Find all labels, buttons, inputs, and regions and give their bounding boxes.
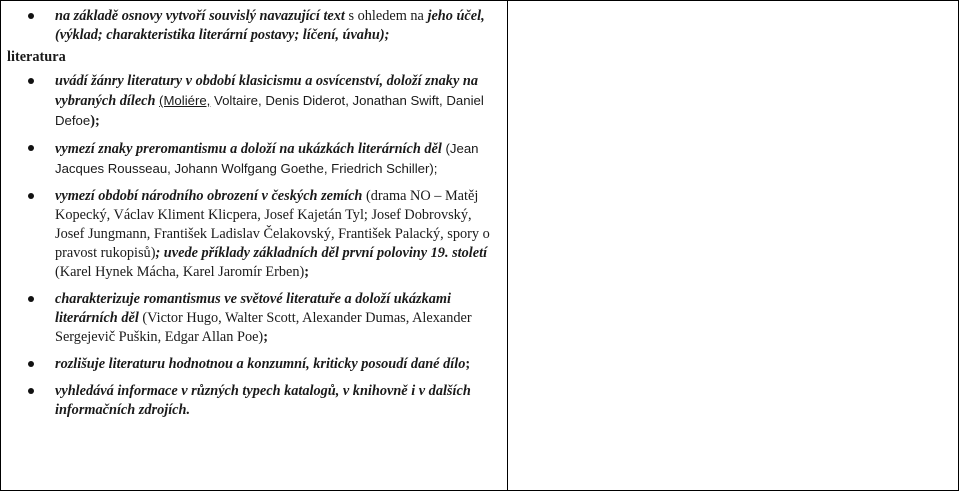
- item-emphasis: rozlišuje literaturu hodnotnou a konzumní, kriticky posoudí dané dílo: [55, 356, 466, 372]
- bullet-icon: [28, 78, 34, 84]
- section-label: literatura: [7, 49, 66, 65]
- item-close: ;: [304, 264, 310, 280]
- item-authors: Voltaire, Denis Diderot, Jonathan Swift, Daniel Defoe: [55, 93, 484, 128]
- item-authors: (Victor Hugo, Walter Scott, Alexander Dumas, Alexander Sergejevič Puškin, Edgar Allan Poe): [55, 310, 472, 345]
- bullet-icon: [28, 193, 34, 199]
- cell-content: [1, 1, 507, 420]
- list-item: [1, 382, 501, 420]
- item-authors: (Jean Jacques Rousseau, Johann Wolfgang Goethe, Friedrich Schiller);: [55, 141, 479, 176]
- list-item: [1, 290, 501, 347]
- table-cell-right: [508, 1, 959, 491]
- item-close: ;: [465, 356, 471, 372]
- table-row: [1, 1, 959, 491]
- item-emphasis: jeho účel, (výklad; charakteristika literární postavy; líčení, úvahu);: [55, 8, 485, 43]
- item-emphasis: vyhledává informace v různých typech katalogů, v knihovně i v dalších informačních zdrojích.: [55, 383, 471, 418]
- item-close: );: [90, 113, 100, 129]
- list-literature: [1, 72, 501, 420]
- item-emphasis: na základě osnovy vytvoří souvislý navazující text: [55, 8, 345, 24]
- item-emphasis: vymezí znaky preromantismu a doloží na ukázkách literárních děl: [55, 141, 442, 157]
- table-cell-left: [1, 1, 508, 491]
- bullet-icon: [28, 13, 34, 19]
- item-authors: (drama NO – Matěj Kopecký, Václav Kliment Klicpera, Josef Kajetán Tyl; Josef Dobrovský, Josef Jungmann, František Ladislav Čelakovský, František Palacký, spory o pravost rukopisů): [55, 188, 490, 261]
- bullet-icon: [28, 296, 34, 302]
- list-item: [1, 139, 501, 179]
- bullet-icon: [28, 145, 34, 151]
- item-emphasis: vymezí období národního obrození v českých zemích: [55, 188, 363, 204]
- item-emphasis: charakterizuje romantismus ve světové literatuře a doloží ukázkami literárních děl: [55, 291, 451, 326]
- item-emphasis: uvádí žánry literatury v období klasicismu a osvícenství, doloží znaky na vybraných dílech: [55, 73, 478, 109]
- item-emphasis: ; uvede příklady základních děl první poloviny 19. století: [155, 245, 488, 261]
- list-item: [1, 7, 501, 45]
- item-close: ;: [263, 329, 268, 345]
- bullet-icon: [28, 388, 34, 394]
- list-item: [1, 355, 501, 374]
- item-authors: (Karel Hynek Mácha, Karel Jaromír Erben): [55, 264, 305, 280]
- list-top: [1, 7, 501, 45]
- list-item: [1, 187, 501, 282]
- list-item: [1, 72, 501, 131]
- bullet-icon: [28, 361, 34, 367]
- item-author-link: (Moliére,: [159, 93, 211, 108]
- item-text: s ohledem na: [344, 8, 428, 24]
